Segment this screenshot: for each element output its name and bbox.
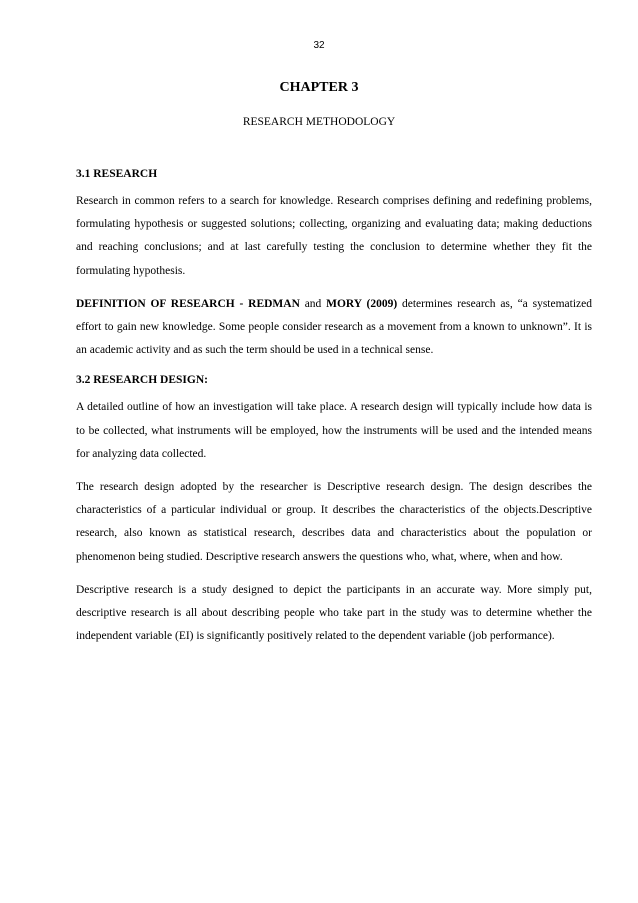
research-paragraph: Research in common refers to a search for knowledge. Research comprises defining and redefining problems, formulating hypothesis or suggested solutions; collecting, organizing and evaluating data; making deductions and reaching conclusions; and at last carefully testing the conclusion to determine whether they fit the formulating hypothesis. [76, 195, 592, 277]
design-paragraph-2: The research design adopted by the researcher is Descriptive research design. The design describes the characteristics of a particular individual or group. It describes the characteristics of the objects.Descriptive research, also known as statistical research, describes data and characteristics about the population or phenomenon being studied. Descriptive research answers the questions who, what, where, when and how. [76, 481, 592, 563]
definition-connector: and [299, 297, 327, 310]
chapter-title: CHAPTER 3 [279, 80, 359, 95]
definition-text: determines research as, “a systematized effort to gain new knowledge. Some people consider research as a movement from a known to unknown”. It is an academic activity and as such the term should be used in a technical sense. [76, 297, 592, 357]
definition-author: MORY (2009) [326, 297, 398, 310]
definition-label: DEFINITION OF RESEARCH - REDMAN [76, 297, 300, 310]
section-heading-design: 3.2 RESEARCH DESIGN: [76, 374, 208, 387]
definition-paragraph [76, 293, 592, 363]
section-heading-research: 3.1 RESEARCH [76, 168, 158, 180]
page-number: 32 [313, 40, 325, 51]
chapter-subtitle: RESEARCH METHODOLOGY [242, 116, 396, 128]
document-body [76, 166, 592, 658]
design-paragraph-1: A detailed outline of how an investigation will take place. A research design will typically include how data is to be collected, what instruments will be employed, how the instruments will be used and the intended means for analyzing data collected. [76, 401, 592, 460]
design-paragraph-3: Descriptive research is a study designed to depict the participants in an accurate way. More simply put, descriptive research is all about describing people who take part in the study was to determine whether the independent variable (EI) is significantly positively related to the dependent variable (job performance). [76, 583, 592, 643]
